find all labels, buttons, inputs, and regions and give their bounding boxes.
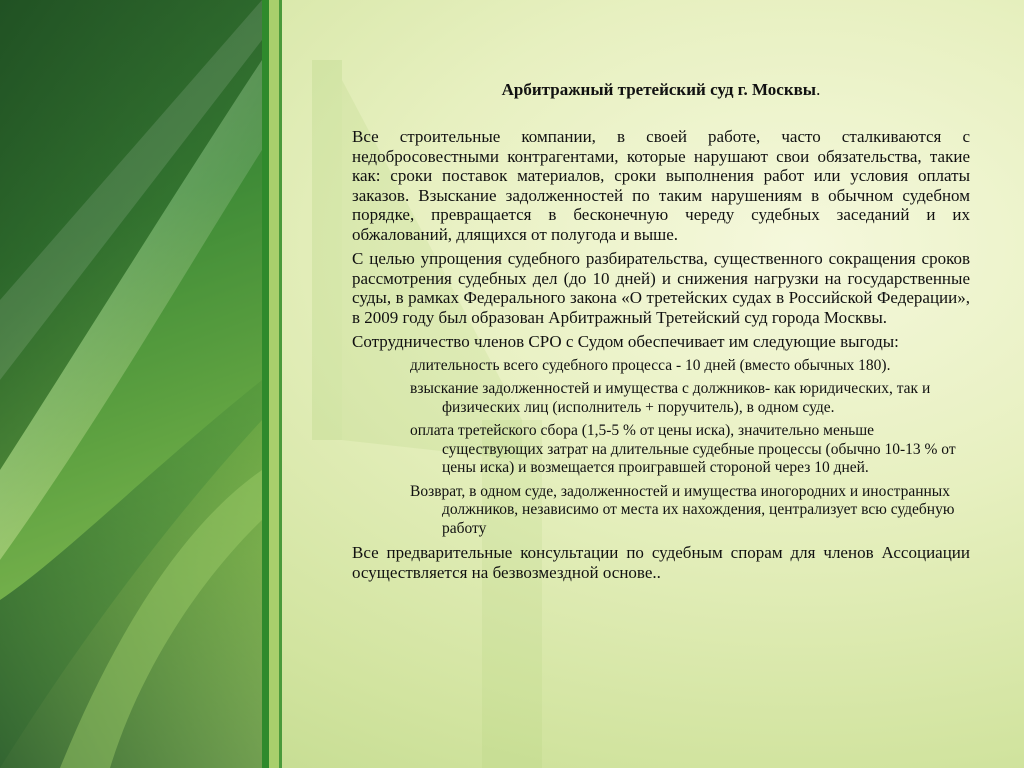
list-item: взыскание задолженностей и имущества с должников- как юридических, так и физических лиц (исполнитель + поручитель), в одном суде. — [410, 380, 931, 416]
paragraph-closing: Все предварительные консультации по судебным спорам для членов Ассоциации осуществляется на безвозмездной основе.. — [352, 543, 970, 582]
paragraph-benefits-lead: Сотрудничество членов СРО с Судом обеспечивает им следующие выгоды: — [352, 332, 899, 351]
slide-title-text: Арбитражный третейский суд г. Москвы — [501, 80, 817, 99]
list-item: оплата третейского сбора (1,5-5 % от цены иска), значительно меньше существующих затрат на длительные судебные процессы (обычно 10-13 % от цены иска) и возмещается проигравшей стороной через 10 дней. — [410, 422, 956, 476]
slide-title — [352, 80, 970, 100]
list-item: Возврат, в одном суде, задолженностей и имущества иногородних и иностранных должников, независимо от места их нахождения, централизует всю судебную работу — [410, 482, 955, 537]
decorative-swoosh-graphic — [0, 0, 262, 768]
list-item: длительность всего судебного процесса - 10 дней (вместо обычных 180). — [410, 356, 891, 374]
slide-title-suffix: . — [816, 80, 821, 99]
slide-content — [352, 80, 970, 587]
paragraph-intro: Все строительные компании, в своей работе, часто сталкиваются с недобросовестными контрагентами, которые нарушают свои обязательства, такие как: сроки поставок материалов, сроки выполнения работ или условия оплаты заказов. Взыскание задолженностей по таким нарушениям в обычном судебном порядке, превращается в бесконечную череду судебных заседаний и их обжалований, длящихся от полугода и выше. — [352, 127, 970, 244]
benefits-list — [352, 357, 970, 539]
vertical-stripe-dark — [262, 0, 269, 768]
decorative-left-panel — [0, 0, 262, 768]
paragraph-court-purpose: С целью упрощения судебного разбирательства, существенного сокращения сроков рассмотрения судебных дел (до 10 дней) и снижения нагрузки на государственные суды, в рамках Федерального закона «О третейских судах в Российской Федерации», в 2009 году был образован Арбитражный Третейский суд города Москвы. — [352, 249, 970, 327]
vertical-stripe-light — [269, 0, 279, 768]
